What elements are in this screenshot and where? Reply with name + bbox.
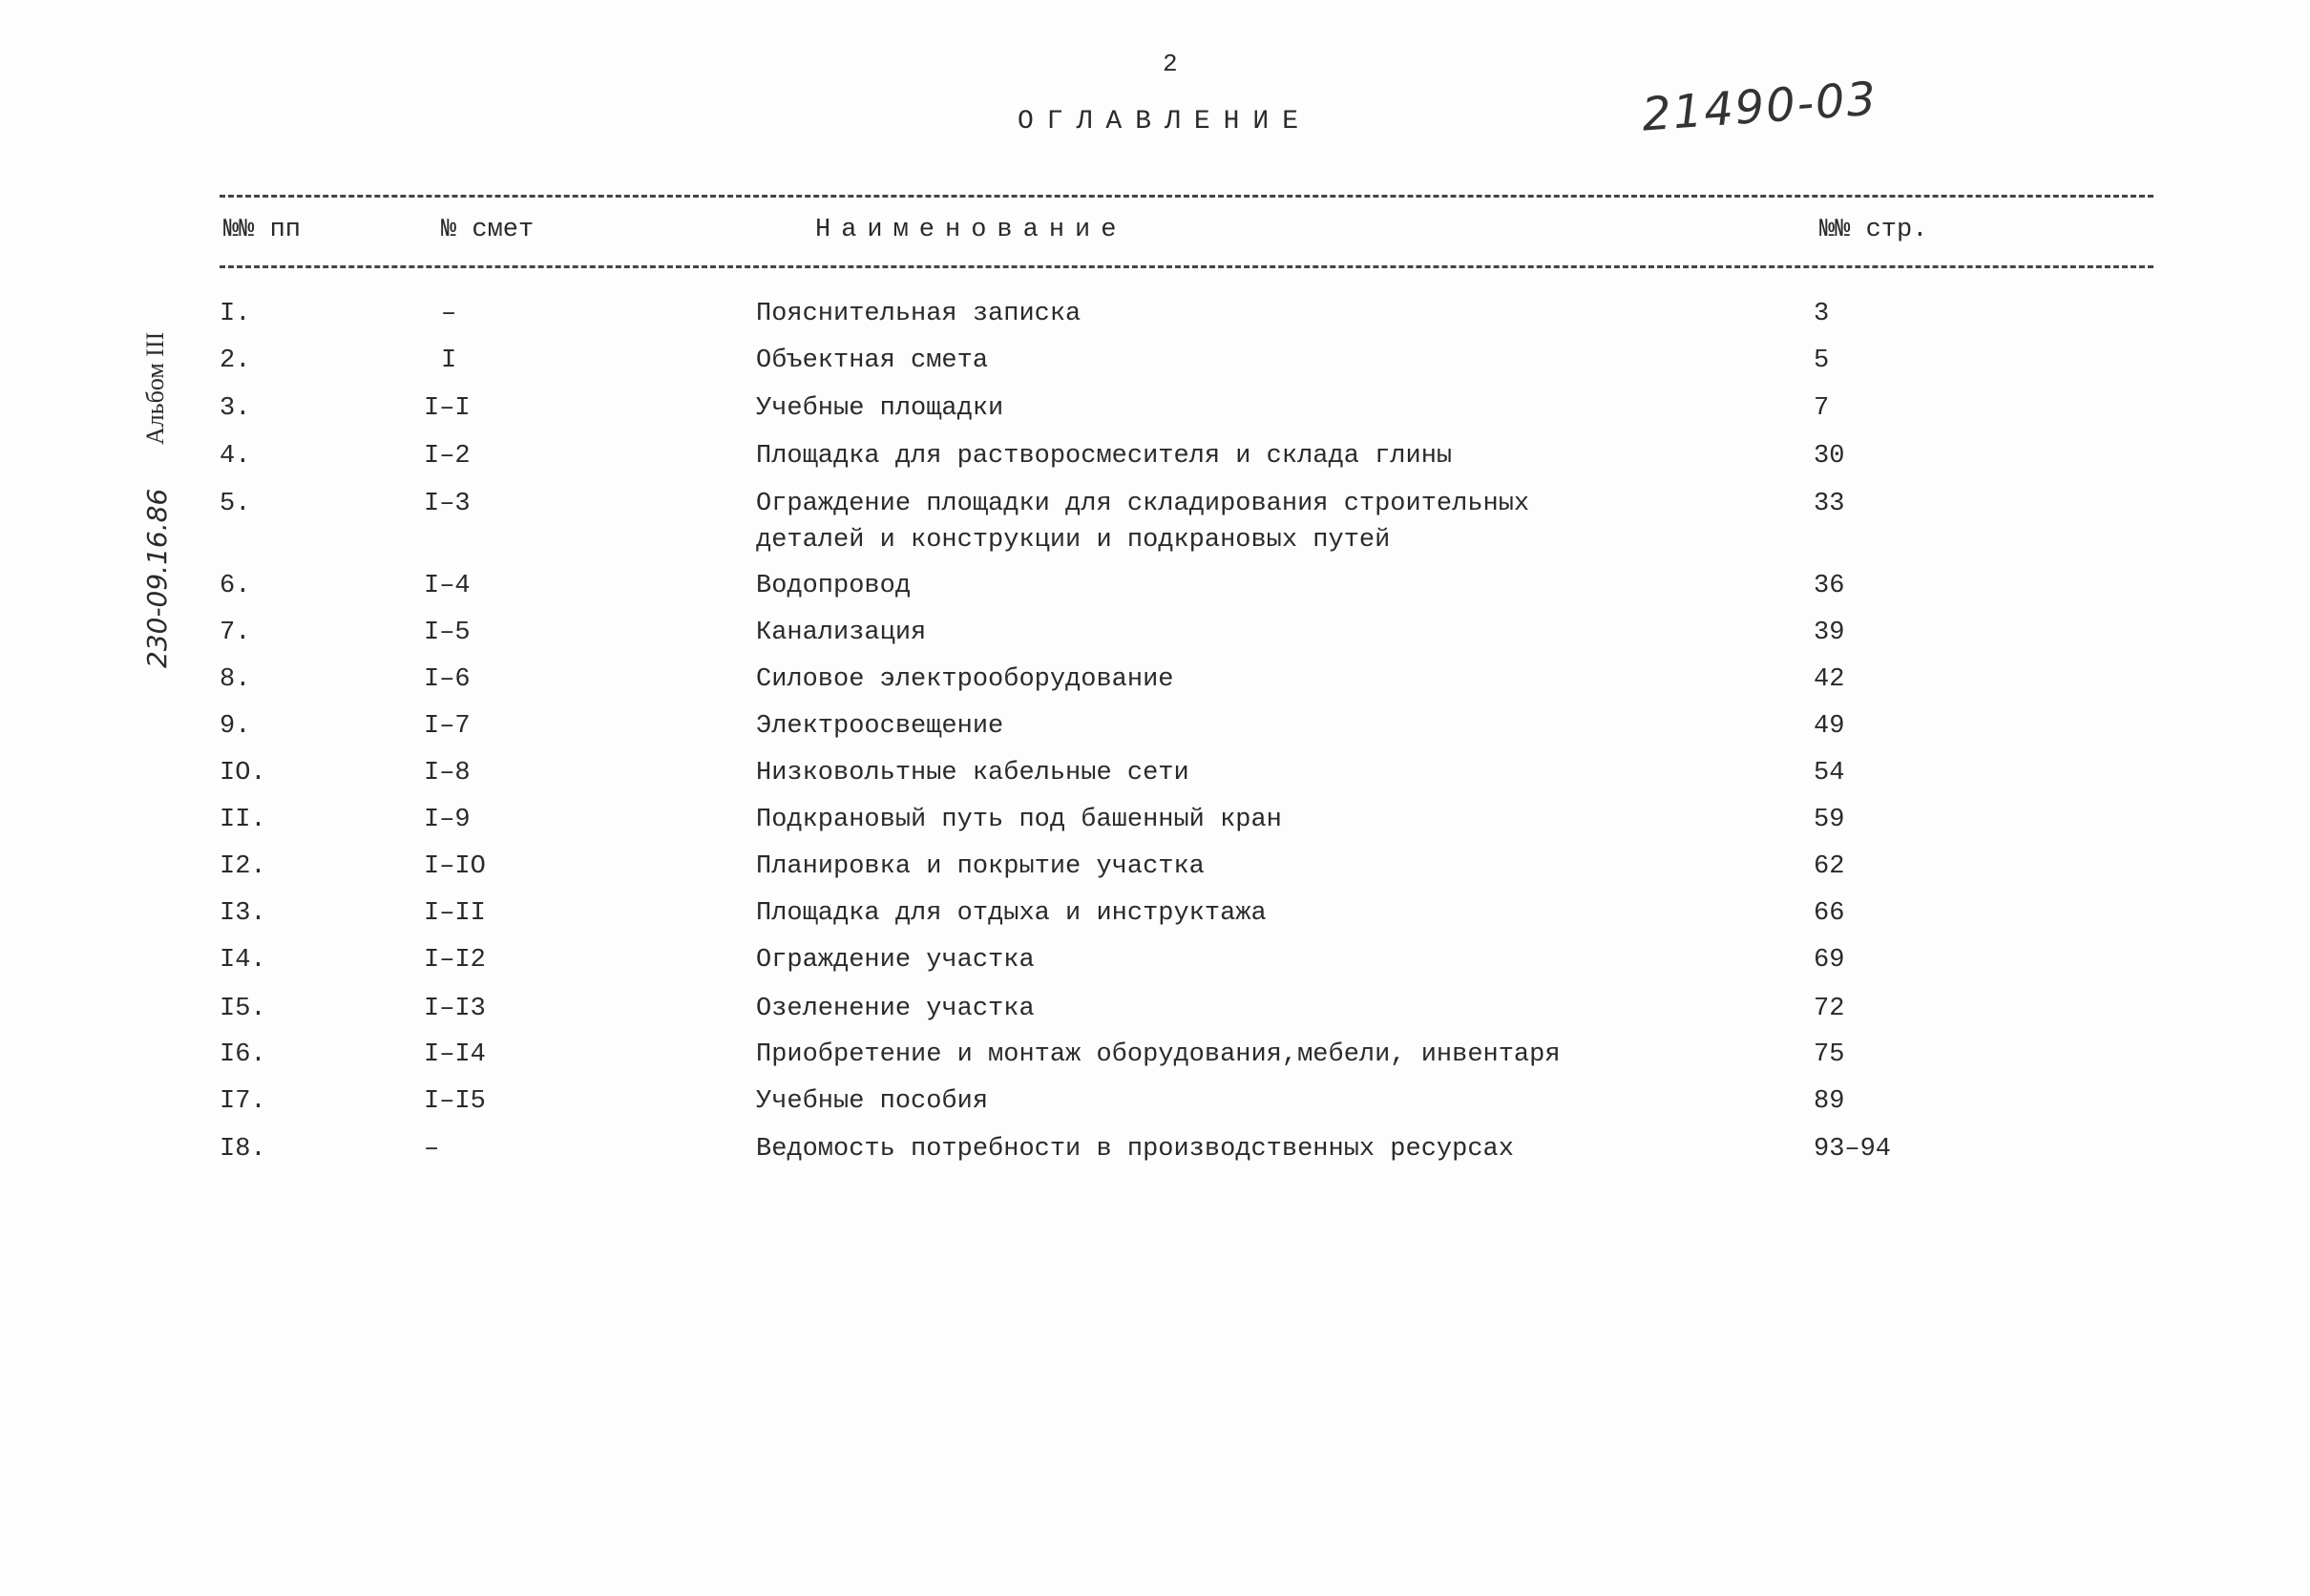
estimate-number: I–3 [424,490,471,518]
item-name: Ограждение площадки для складирования строительных деталей и конструкции и подкрановых путей [756,490,1530,555]
page-ref: 54 [1814,759,1845,788]
item-name: Канализация [756,619,927,647]
item-name: Водопровод [756,572,912,600]
estimate-number: I–9 [424,806,471,834]
handwritten-document-code: 21490-03 [1640,72,1880,142]
page-ref: 30 [1814,442,1845,471]
row-number: II. [220,806,266,834]
estimate-number: I–6 [424,665,471,694]
item-name: Объектная смета [756,346,989,375]
row-number: IO. [220,759,266,788]
item-name: Площадка для растворосмесителя и склада глины [756,442,1453,471]
row-number: 9. [220,712,251,741]
page-ref: 39 [1814,619,1845,647]
estimate-number: I–I5 [424,1087,486,1116]
item-name: Пояснительная записка [756,300,1082,328]
estimate-number: I–I3 [424,995,486,1023]
estimate-number: I–I4 [424,1040,486,1069]
estimate-number: I–I [424,394,471,423]
header-row-number: №№ пп [223,216,302,244]
row-number: 3. [220,394,251,423]
item-name: Подкрановый путь под башенный кран [756,806,1282,834]
page-ref: 3 [1814,300,1830,328]
page-ref: 66 [1814,899,1845,928]
estimate-number: I–4 [424,572,471,600]
header-estimate-number: № смет [441,216,535,244]
item-name: Электроосвещение [756,712,1004,741]
row-number: 6. [220,572,251,600]
side-album-label: Альбом III [141,331,169,445]
estimate-number: I–IO [424,852,486,881]
estimate-number: I [441,346,457,375]
row-number: 5. [220,490,251,518]
estimate-number: I–I2 [424,946,486,975]
item-name: Площадка для отдыха и инструктажа [756,899,1267,928]
page-ref: 72 [1814,995,1845,1023]
row-number: 2. [220,346,251,375]
page-number: 2 [1163,50,1178,78]
page-ref: 42 [1814,665,1845,694]
estimate-number: I–2 [424,442,471,471]
page-ref: 49 [1814,712,1845,741]
estimate-number: I–8 [424,759,471,788]
item-name: Ограждение участка [756,946,1035,975]
page-ref: 93–94 [1814,1135,1892,1164]
page-ref: 59 [1814,806,1845,834]
item-name: Низковольтные кабельные сети [756,759,1189,788]
table-top-divider [220,195,2153,198]
page-ref: 62 [1814,852,1845,881]
header-name: Наименование [815,216,1127,244]
row-number: I8. [220,1135,266,1164]
page-ref: 33 [1814,490,1845,518]
page-ref: 69 [1814,946,1845,975]
page-title: ОГЛАВЛЕНИЕ [1018,107,1312,136]
row-number: I7. [220,1087,266,1116]
page-ref: 5 [1814,346,1830,375]
row-number: 8. [220,665,251,694]
page-ref: 7 [1814,394,1830,423]
estimate-number: – [441,300,457,328]
header-page-number: №№ стр. [1819,216,1928,244]
side-handwritten-code: 230-09.16.86 [141,488,173,668]
estimate-number: – [424,1135,440,1164]
page-ref: 75 [1814,1040,1845,1069]
row-number: I3. [220,899,266,928]
row-number: I4. [220,946,266,975]
row-number: I2. [220,852,266,881]
item-name: Ведомость потребности в производственных ресурсах [756,1135,1514,1164]
estimate-number: I–5 [424,619,471,647]
row-number: 4. [220,442,251,471]
item-name: Планировка и покрытие участка [756,852,1205,881]
item-name: Приобретение и монтаж оборудования,мебели, инвентаря [756,1040,1561,1069]
page-ref: 36 [1814,572,1845,600]
row-number: I. [220,300,251,328]
row-number: 7. [220,619,251,647]
estimate-number: I–II [424,899,486,928]
item-name: Учебные пособия [756,1087,989,1116]
page-ref: 89 [1814,1087,1845,1116]
item-name: Силовое электрооборудование [756,665,1174,694]
row-number: I5. [220,995,266,1023]
estimate-number: I–7 [424,712,471,741]
item-name: Озеленение участка [756,995,1035,1023]
table-header-divider [220,265,2153,268]
row-number: I6. [220,1040,266,1069]
item-name: Учебные площадки [756,394,1004,423]
